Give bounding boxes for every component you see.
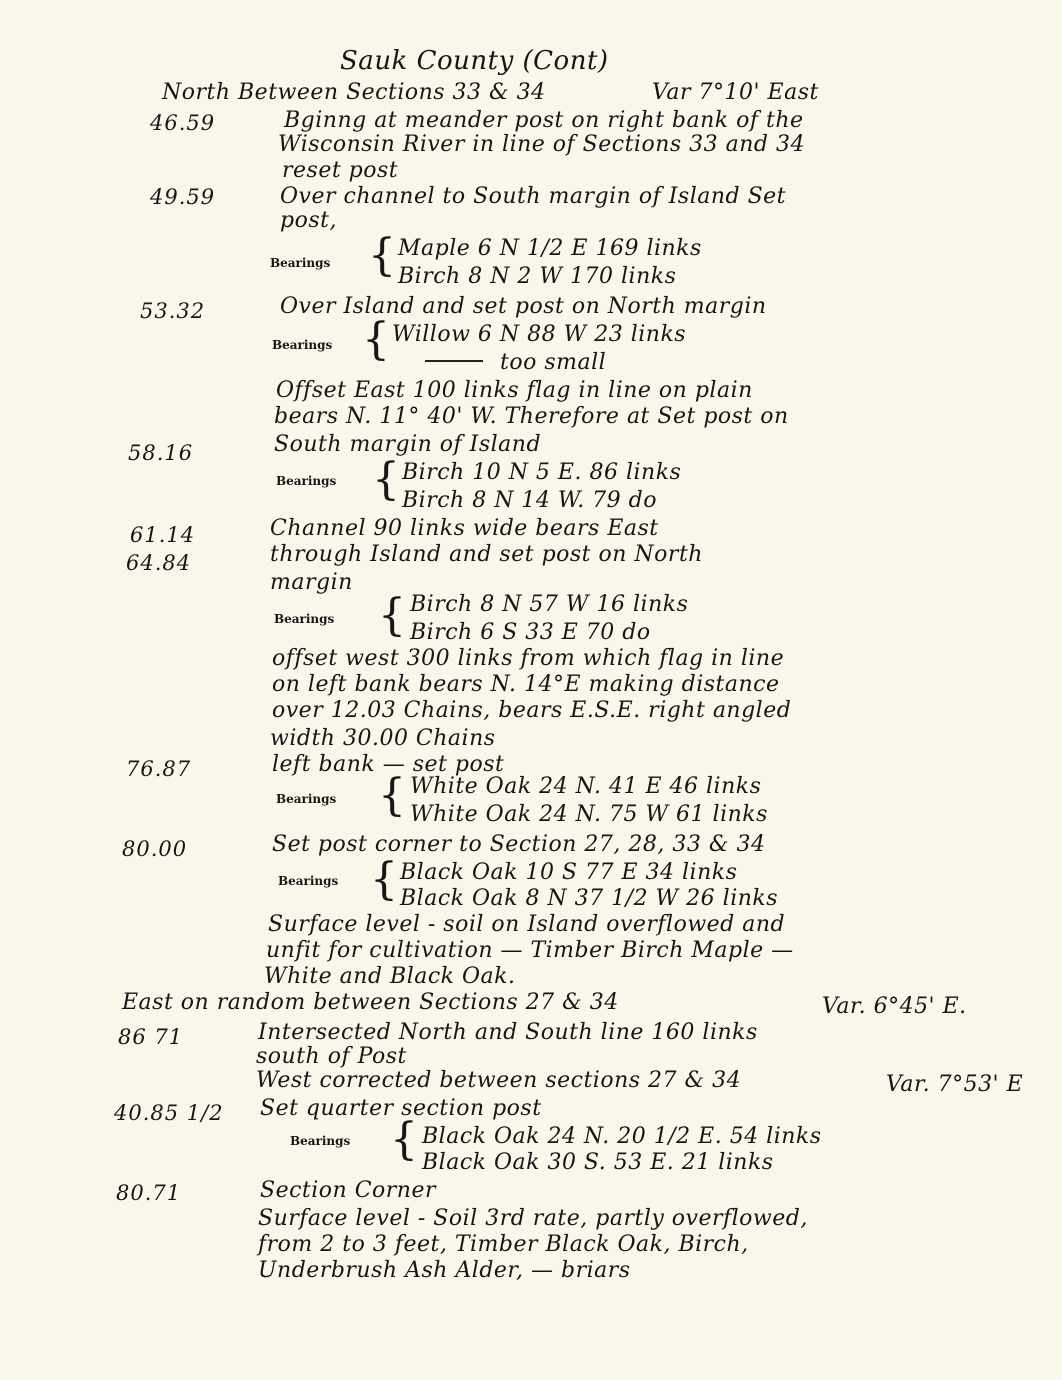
note-line: Over Island and set post on North margin bbox=[280, 294, 767, 319]
note-line: bears N. 11° 40' W. Therefore at Set post on bbox=[274, 404, 789, 429]
bearings-label: Bearings bbox=[276, 792, 337, 806]
note-line: Bginng at meander post on right bank of the bbox=[284, 108, 804, 133]
note-line: offset west 300 links from which flag in line bbox=[272, 646, 785, 671]
chain-distance: 76.87 bbox=[126, 757, 192, 781]
chain-distance: 61.14 bbox=[130, 523, 196, 547]
note-line: south of Post bbox=[256, 1044, 407, 1069]
bearing-entry: Birch 8 N 2 W 170 links bbox=[398, 264, 677, 289]
note-line: on left bank bears N. 14°E making distance bbox=[272, 672, 780, 697]
brace-glyph: { bbox=[368, 230, 397, 281]
note-line: left bank — set post bbox=[272, 752, 505, 777]
note-line: South margin of Island bbox=[274, 432, 542, 457]
bearing-entry: White Oak 24 N. 41 E 46 links bbox=[410, 774, 762, 799]
note-line: from 2 to 3 feet, Timber Black Oak, Birch, bbox=[258, 1232, 749, 1257]
note-line: Over channel to South margin of Island Set bbox=[280, 184, 787, 209]
brace-glyph: { bbox=[372, 454, 401, 505]
brace-glyph: { bbox=[378, 590, 407, 641]
page-title: Sauk County (Cont) bbox=[340, 46, 609, 76]
ditto-dash bbox=[425, 360, 483, 362]
chain-distance: 80.71 bbox=[116, 1181, 182, 1205]
note-line: Section Corner bbox=[260, 1178, 436, 1203]
bearings-label: Bearings bbox=[290, 1134, 351, 1148]
note-line: Wisconsin River in line of Sections 33 and 34 bbox=[278, 132, 805, 157]
chain-distance: 64.84 bbox=[126, 551, 192, 575]
note-line: reset post bbox=[282, 158, 399, 183]
note-line: Offset East 100 links flag in line on plain bbox=[276, 378, 753, 403]
bearings-label: Bearings bbox=[276, 474, 337, 488]
note-line: post, bbox=[280, 208, 337, 233]
bearing-entry: Black Oak 8 N 37 1/2 W 26 links bbox=[400, 886, 779, 911]
chain-distance: 53.32 bbox=[140, 299, 206, 323]
chain-distance: 49.59 bbox=[150, 185, 216, 209]
section-heading-variation: Var. 7°53' E bbox=[886, 1072, 1024, 1097]
section-heading: West corrected between sections 27 & 34 bbox=[256, 1068, 742, 1093]
bearing-entry: Birch 6 S 33 E 70 do bbox=[410, 620, 651, 645]
bearing-entry: Willow 6 N 88 W 23 links bbox=[392, 322, 687, 347]
bearing-entry: Black Oak 10 S 77 E 34 links bbox=[400, 860, 738, 885]
note-line: margin bbox=[270, 570, 353, 595]
brace-glyph: { bbox=[362, 314, 391, 365]
section-heading-variation: Var 7°10' East bbox=[652, 80, 819, 105]
note-line: Surface level - Soil 3rd rate, partly overflowed, bbox=[258, 1206, 808, 1231]
note-line: Surface level - soil on Island overflowed and bbox=[268, 912, 786, 937]
brace-glyph: { bbox=[390, 1114, 419, 1165]
brace-glyph: { bbox=[370, 854, 399, 905]
bearings-label: Bearings bbox=[272, 338, 333, 352]
section-heading-variation: Var. 6°45' E. bbox=[822, 994, 967, 1019]
note-line: unfit for cultivation — Timber Birch Maple — bbox=[266, 938, 794, 963]
note-line: Intersected North and South line 160 links bbox=[258, 1020, 758, 1045]
bearing-entry: Black Oak 24 N. 20 1/2 E. 54 links bbox=[422, 1124, 822, 1149]
bearing-entry: Black Oak 30 S. 53 E. 21 links bbox=[422, 1150, 774, 1175]
bearing-entry: too small bbox=[500, 350, 607, 375]
section-heading: East on random between Sections 27 & 34 bbox=[122, 990, 619, 1015]
chain-distance: 80.00 bbox=[122, 837, 188, 861]
note-line: Underbrush Ash Alder, — briars bbox=[258, 1258, 631, 1283]
note-line: through Island and set post on North bbox=[270, 542, 703, 567]
bearing-entry: Maple 6 N 1/2 E 169 links bbox=[398, 236, 702, 261]
chain-distance: 58.16 bbox=[128, 441, 194, 465]
brace-glyph: { bbox=[378, 770, 407, 821]
note-line: White and Black Oak. bbox=[264, 964, 516, 989]
bearing-entry: Birch 10 N 5 E. 86 links bbox=[402, 460, 682, 485]
chain-distance: 40.85 1/2 bbox=[114, 1101, 224, 1125]
note-line: width 30.00 Chains bbox=[270, 726, 496, 751]
bearings-label: Bearings bbox=[270, 256, 331, 270]
bearing-entry: Birch 8 N 57 W 16 links bbox=[410, 592, 689, 617]
note-line: Set quarter section post bbox=[260, 1096, 542, 1121]
note-line: over 12.03 Chains, bears E.S.E. right angled bbox=[272, 698, 792, 723]
note-line: Set post corner to Section 27, 28, 33 & 34 bbox=[272, 832, 766, 857]
chain-distance: 86 71 bbox=[118, 1025, 184, 1049]
bearing-entry: White Oak 24 N. 75 W 61 links bbox=[410, 802, 768, 827]
bearings-label: Bearings bbox=[278, 874, 339, 888]
note-line: Channel 90 links wide bears East bbox=[270, 516, 659, 541]
section-heading: North Between Sections 33 & 34 bbox=[162, 80, 546, 105]
bearings-label: Bearings bbox=[274, 612, 335, 626]
bearing-entry: Birch 8 N 14 W. 79 do bbox=[402, 488, 657, 513]
chain-distance: 46.59 bbox=[150, 111, 216, 135]
